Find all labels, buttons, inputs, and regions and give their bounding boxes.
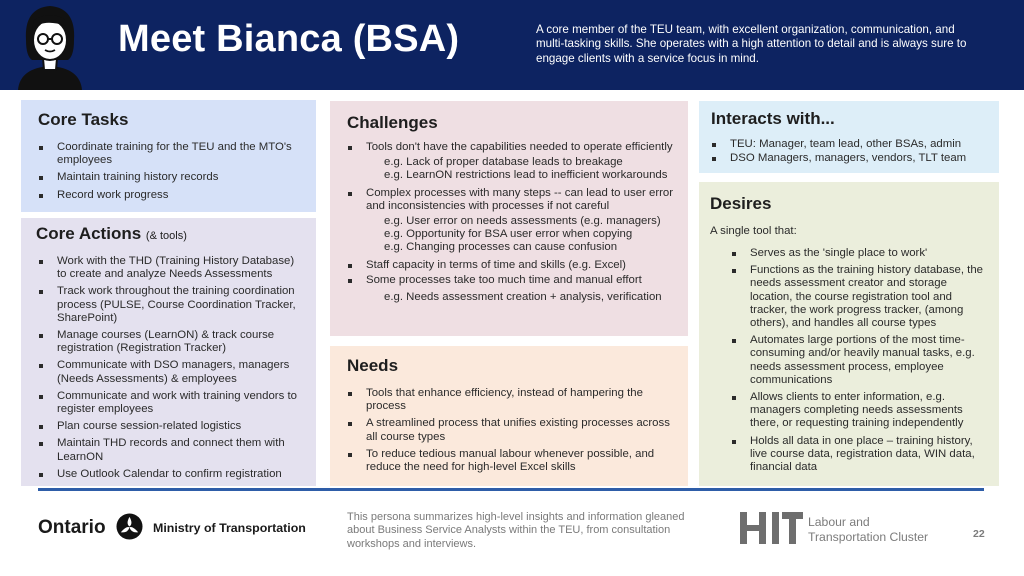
desires-box xyxy=(699,182,999,486)
interacts-heading: Interacts with... xyxy=(711,109,835,128)
list-item: Communicate and work with training vendors to register employees xyxy=(57,390,304,416)
list-item: Tools that enhance efficiency, instead of hampering the process xyxy=(366,387,680,413)
list-item: Some processes take too much time and manual effort e.g. Needs assessment creation + analysis, verification xyxy=(366,274,680,304)
challenges-heading: Challenges xyxy=(347,113,438,132)
example-line: e.g. Opportunity for BSA user error when copying xyxy=(384,228,633,241)
header-banner xyxy=(0,0,1024,90)
core-actions-note: (& tools) xyxy=(145,230,187,242)
example-line: e.g. Changing processes can cause confusion xyxy=(384,241,618,254)
persona-avatar-icon xyxy=(10,0,90,90)
core-tasks-box xyxy=(21,100,316,212)
desires-heading: Desires xyxy=(710,194,772,213)
interacts-box xyxy=(699,101,999,173)
list-item: Maintain THD records and connect them with LearnON xyxy=(57,437,304,463)
desires-intro: A single tool that: xyxy=(710,225,797,237)
challenges-box xyxy=(330,101,688,336)
footer-divider xyxy=(38,488,984,491)
list-item: Automates large portions of the most time-consuming and/or heavily manual tasks, e.g. needs assessment process, employee communications xyxy=(750,334,987,387)
list-item: Record work progress xyxy=(57,189,304,202)
ontario-wordmark: Ontario xyxy=(38,517,106,538)
list-item: Tools don't have the capabilities needed to operate efficiently e.g. Lack of proper database leads to breakage e.g. LearnON restrictions lead to inefficient workarounds xyxy=(366,141,680,183)
persona-intro: A core member of the TEU team, with excellent organization, communication, and multi-tasking skills. She operates with a high attention to detail and is always sure to engage clients with a service focus in mind. xyxy=(536,23,967,65)
trillium-logo-icon xyxy=(116,513,143,540)
list-item: Coordinate training for the TEU and the MTO's employees xyxy=(57,141,304,167)
list-item: Staff capacity in terms of time and skills (e.g. Excel) xyxy=(366,259,680,272)
list-item: Manage courses (LearnON) & track course registration (Registration Tracker) xyxy=(57,329,304,355)
needs-box xyxy=(330,346,688,486)
list-item: Serves as the 'single place to work' xyxy=(750,247,987,260)
persona-summary-note: This persona summarizes high-level insights and information gleaned about Business Service Analysts within the TEU, from consultation workshops and interviews. xyxy=(347,511,685,550)
needs-heading: Needs xyxy=(347,356,399,375)
list-item: Allows clients to enter information, e.g. managers completing needs assessments there, or requesting training independently xyxy=(750,391,987,431)
page-number: 22 xyxy=(973,528,985,540)
list-item: Maintain training history records xyxy=(57,171,304,184)
page-title: Meet Bianca (BSA) xyxy=(118,18,460,60)
list-item: DSO Managers, managers, vendors, TLT team xyxy=(730,152,991,165)
lt-cluster-logo-icon xyxy=(738,510,804,546)
core-tasks-heading: Core Tasks xyxy=(38,110,129,129)
list-item: To reduce tedious manual labour whenever possible, and reduce the need for high-level Excel skills xyxy=(366,448,680,474)
list-item: Track work throughout the training coordination process (PULSE, Course Coordination Tracker, SharePoint) xyxy=(57,285,304,325)
list-item: Use Outlook Calendar to confirm registration xyxy=(57,468,304,481)
core-actions-heading: Core Actions (& tools) xyxy=(36,224,187,243)
list-item: TEU: Manager, team lead, other BSAs, admin xyxy=(730,138,991,151)
core-actions-box xyxy=(21,218,316,486)
example-line: e.g. Needs assessment creation + analysis, verification xyxy=(384,291,662,304)
example-line: e.g. User error on needs assessments (e.g. managers) xyxy=(384,215,661,228)
example-line: e.g. LearnON restrictions lead to inefficient workarounds xyxy=(384,169,668,182)
list-item: Communicate with DSO managers, managers (Needs Assessments) & employees xyxy=(57,359,304,385)
list-item: Holds all data in one place – training history, live course data, registration data, WIN data, financial data xyxy=(750,435,987,475)
list-item: Functions as the training history database, the needs assessment creator and storage location, the course registration tool and tracker, the work progress tracker, (among others), and handles all course types xyxy=(750,264,987,330)
cluster-name: Labour and Transportation Cluster xyxy=(808,515,929,544)
list-item: A streamlined process that unifies existing processes across all course types xyxy=(366,417,680,443)
list-item: Plan course session-related logistics xyxy=(57,420,304,433)
list-item: Work with the THD (Training History Database) to create and analyze Needs Assessments xyxy=(57,255,304,281)
example-line: e.g. Lack of proper database leads to breakage xyxy=(384,156,623,169)
ministry-name: Ministry of Transportation xyxy=(153,521,306,535)
list-item: Complex processes with many steps -- can lead to user error and inconsistencies with processes if not careful e.g. User error on needs assessments (e.g. managers) e.g. Opportunity for BSA user error when copying e.g. Changing processes can cause confusion xyxy=(366,187,680,255)
